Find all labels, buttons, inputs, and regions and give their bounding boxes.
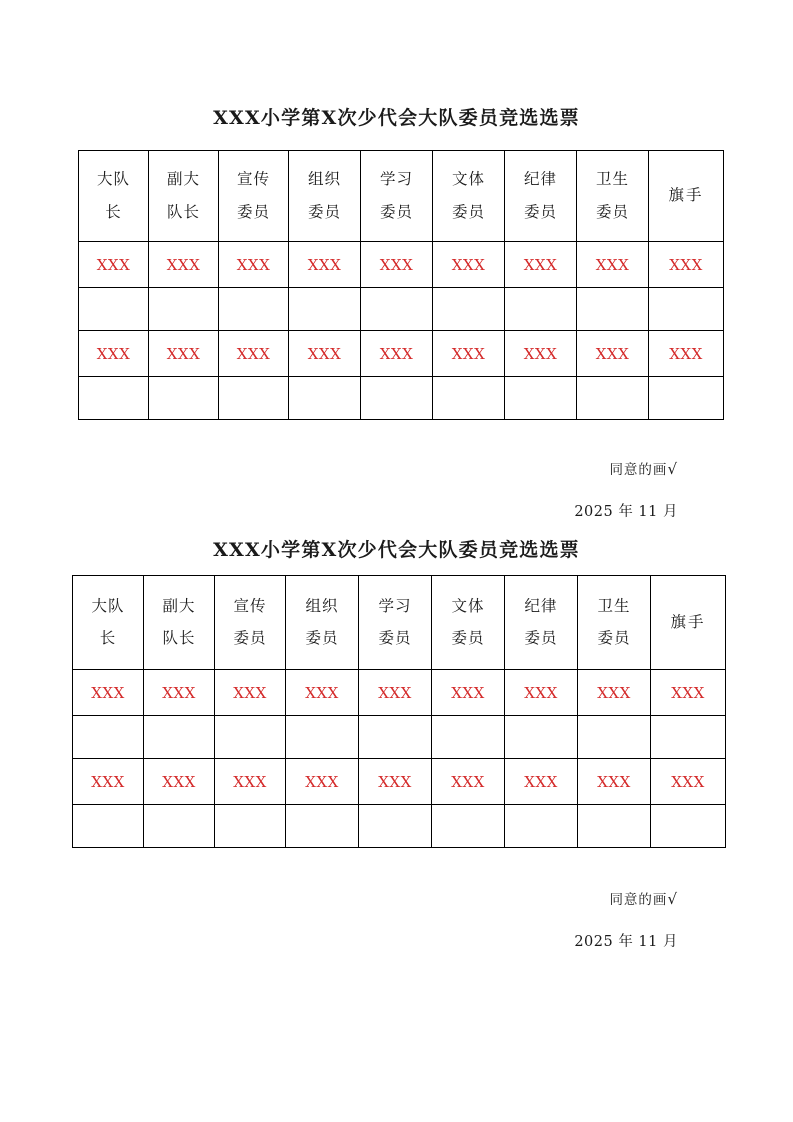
ballot-title-1: XXX小学第X次少代会大队委员竞选选票 [213, 107, 580, 129]
vote-cell[interactable] [361, 288, 433, 331]
vote-cell[interactable] [432, 805, 505, 848]
candidate-cell[interactable]: XXX [651, 759, 726, 805]
candidate-cell[interactable]: XXX [505, 670, 578, 716]
candidate-cell[interactable]: XXX [577, 331, 649, 377]
column-header-zuzhi [289, 151, 361, 242]
candidate-cell[interactable]: XXX [149, 242, 219, 288]
candidate-cell[interactable]: XXX [433, 331, 505, 377]
candidate-cell[interactable]: XXX [359, 670, 432, 716]
vote-cell[interactable] [215, 716, 286, 759]
vote-cell[interactable] [577, 377, 649, 420]
candidate-cell[interactable]: XXX [149, 331, 219, 377]
column-header-fuduizhang [149, 151, 219, 242]
table-header-row [79, 151, 724, 242]
header-line-1: 卫生 [595, 170, 629, 188]
header-line-1: 组织 [307, 170, 341, 188]
ballot-title-2: XXX小学第X次少代会大队委员竞选选票 [213, 539, 580, 561]
vote-cell[interactable] [505, 716, 578, 759]
candidate-cell[interactable]: XXX [289, 242, 361, 288]
checkmark-icon: √ [667, 890, 678, 908]
ballot-date: 2025 年 11 月 [574, 934, 678, 950]
header-line-2: 委员 [595, 202, 629, 221]
column-header-weisheng [578, 576, 651, 670]
candidate-cell[interactable]: XXX [649, 331, 724, 377]
header-line-2: 委员 [597, 629, 631, 647]
header-line-2: 委员 [451, 629, 485, 647]
header-line-1: 副大 [162, 596, 196, 615]
candidate-cell[interactable]: XXX [286, 759, 359, 805]
vote-cell[interactable] [149, 288, 219, 331]
column-header-wenti [433, 151, 505, 242]
vote-cell[interactable] [361, 377, 433, 420]
column-header-fuduizhang [144, 576, 215, 670]
candidate-cell[interactable]: XXX [289, 331, 361, 377]
vote-cell[interactable] [289, 288, 361, 331]
ballot-date: 2025 年 11 月 [574, 504, 678, 520]
vote-cell[interactable] [505, 288, 577, 331]
table-row [79, 242, 724, 288]
vote-cell[interactable] [219, 377, 289, 420]
table-header-row [73, 576, 726, 670]
column-header-xuexi [359, 576, 432, 670]
candidate-cell[interactable]: XXX [144, 670, 215, 716]
candidate-cell[interactable]: XXX [215, 759, 286, 805]
vote-cell[interactable] [73, 716, 144, 759]
vote-cell[interactable] [73, 805, 144, 848]
candidate-cell[interactable]: XXX [649, 242, 724, 288]
vote-cell[interactable] [286, 805, 359, 848]
vote-cell[interactable] [359, 716, 432, 759]
header-line-1: 文体 [451, 170, 485, 188]
header-line-2: 队长 [166, 202, 200, 221]
ballot-footer-2 [0, 888, 678, 951]
header-line-1: 大队 [91, 596, 125, 615]
candidate-cell[interactable]: XXX [73, 670, 144, 716]
candidate-cell[interactable]: XXX [578, 670, 651, 716]
column-header-zuzhi [286, 576, 359, 670]
candidate-cell[interactable]: XXX [651, 670, 726, 716]
vote-cell[interactable] [577, 288, 649, 331]
header-line-2: 委员 [524, 629, 558, 647]
agreement-instruction-row [0, 888, 678, 908]
candidate-cell[interactable]: XXX [79, 331, 149, 377]
header-line-1: 组织 [305, 596, 339, 615]
vote-cell[interactable] [432, 716, 505, 759]
vote-cell[interactable] [286, 716, 359, 759]
vote-cell[interactable] [215, 805, 286, 848]
vote-cell[interactable] [505, 377, 577, 420]
column-header-daduizhang [79, 151, 149, 242]
candidate-cell[interactable]: XXX [433, 242, 505, 288]
candidate-cell[interactable]: XXX [79, 242, 149, 288]
column-header-wenti [432, 576, 505, 670]
table-row [79, 377, 724, 420]
vote-cell[interactable] [79, 377, 149, 420]
header-line-1: 大队 [96, 170, 130, 188]
vote-cell[interactable] [505, 805, 578, 848]
candidate-cell[interactable]: XXX [432, 670, 505, 716]
vote-cell[interactable] [651, 716, 726, 759]
candidate-cell[interactable]: XXX [577, 242, 649, 288]
header-line-2: 委员 [236, 202, 270, 221]
candidate-cell[interactable]: XXX [505, 331, 577, 377]
vote-cell[interactable] [359, 805, 432, 848]
header-line-2: 长 [99, 629, 117, 647]
column-header-jilv [505, 576, 578, 670]
header-line-2: 队长 [162, 629, 196, 647]
header-line-2: 委员 [305, 629, 339, 647]
column-header-qishou [649, 151, 724, 242]
agreement-instruction-label: 同意的画 [609, 462, 668, 478]
candidate-cell[interactable]: XXX [361, 242, 433, 288]
ballot-table-1 [78, 150, 724, 420]
ballot-footer-1 [0, 458, 678, 521]
table-row [73, 759, 726, 805]
vote-cell[interactable] [649, 288, 724, 331]
vote-cell[interactable] [289, 377, 361, 420]
candidate-cell[interactable]: XXX [73, 759, 144, 805]
column-header-daduizhang [73, 576, 144, 670]
header-line-1: 学习 [379, 170, 413, 188]
agreement-instruction-row [0, 458, 678, 478]
table-row [79, 331, 724, 377]
header-line-1: 旗手 [670, 612, 706, 631]
candidate-cell[interactable]: XXX [361, 331, 433, 377]
table-row [79, 288, 724, 331]
vote-cell[interactable] [144, 805, 215, 848]
checkmark-icon: √ [667, 460, 678, 478]
candidate-cell[interactable]: XXX [219, 242, 289, 288]
header-line-1: 纪律 [524, 596, 558, 615]
header-line-2: 委员 [379, 202, 413, 221]
candidate-cell[interactable]: XXX [215, 670, 286, 716]
header-line-2: 委员 [378, 629, 412, 647]
header-line-2: 委员 [233, 629, 267, 647]
header-line-1: 纪律 [523, 170, 557, 188]
table-row [73, 716, 726, 759]
header-line-1: 旗手 [668, 186, 704, 205]
agreement-instruction-label: 同意的画 [609, 892, 668, 908]
header-line-1: 宣传 [236, 170, 270, 188]
column-header-qishou [651, 576, 726, 670]
candidate-cell[interactable]: XXX [505, 242, 577, 288]
header-line-2: 委员 [451, 202, 485, 221]
column-header-xuexi [361, 151, 433, 242]
vote-cell[interactable] [578, 805, 651, 848]
column-header-xuanchuan [215, 576, 286, 670]
candidate-cell[interactable]: XXX [144, 759, 215, 805]
vote-cell[interactable] [433, 288, 505, 331]
column-header-weisheng [577, 151, 649, 242]
candidate-cell[interactable]: XXX [359, 759, 432, 805]
candidate-cell[interactable]: XXX [286, 670, 359, 716]
table-row [73, 805, 726, 848]
header-line-1: 副大 [166, 170, 200, 188]
vote-cell[interactable] [649, 377, 724, 420]
vote-cell[interactable] [144, 716, 215, 759]
candidate-cell[interactable]: XXX [505, 759, 578, 805]
vote-cell[interactable] [149, 377, 219, 420]
ballot-table-2 [72, 575, 726, 848]
candidate-cell[interactable]: XXX [578, 759, 651, 805]
header-line-1: 宣传 [233, 596, 267, 615]
column-header-jilv [505, 151, 577, 242]
header-line-2: 长 [105, 202, 122, 221]
header-line-1: 文体 [451, 596, 485, 615]
candidate-cell[interactable]: XXX [219, 331, 289, 377]
header-line-2: 委员 [523, 202, 557, 221]
vote-cell[interactable] [433, 377, 505, 420]
header-line-1: 卫生 [597, 596, 631, 615]
vote-cell[interactable] [651, 805, 726, 848]
table-row [73, 670, 726, 716]
header-line-2: 委员 [307, 202, 341, 221]
vote-cell[interactable] [219, 288, 289, 331]
vote-cell[interactable] [578, 716, 651, 759]
vote-cell[interactable] [79, 288, 149, 331]
candidate-cell[interactable]: XXX [432, 759, 505, 805]
header-line-1: 学习 [378, 596, 412, 615]
column-header-xuanchuan [219, 151, 289, 242]
